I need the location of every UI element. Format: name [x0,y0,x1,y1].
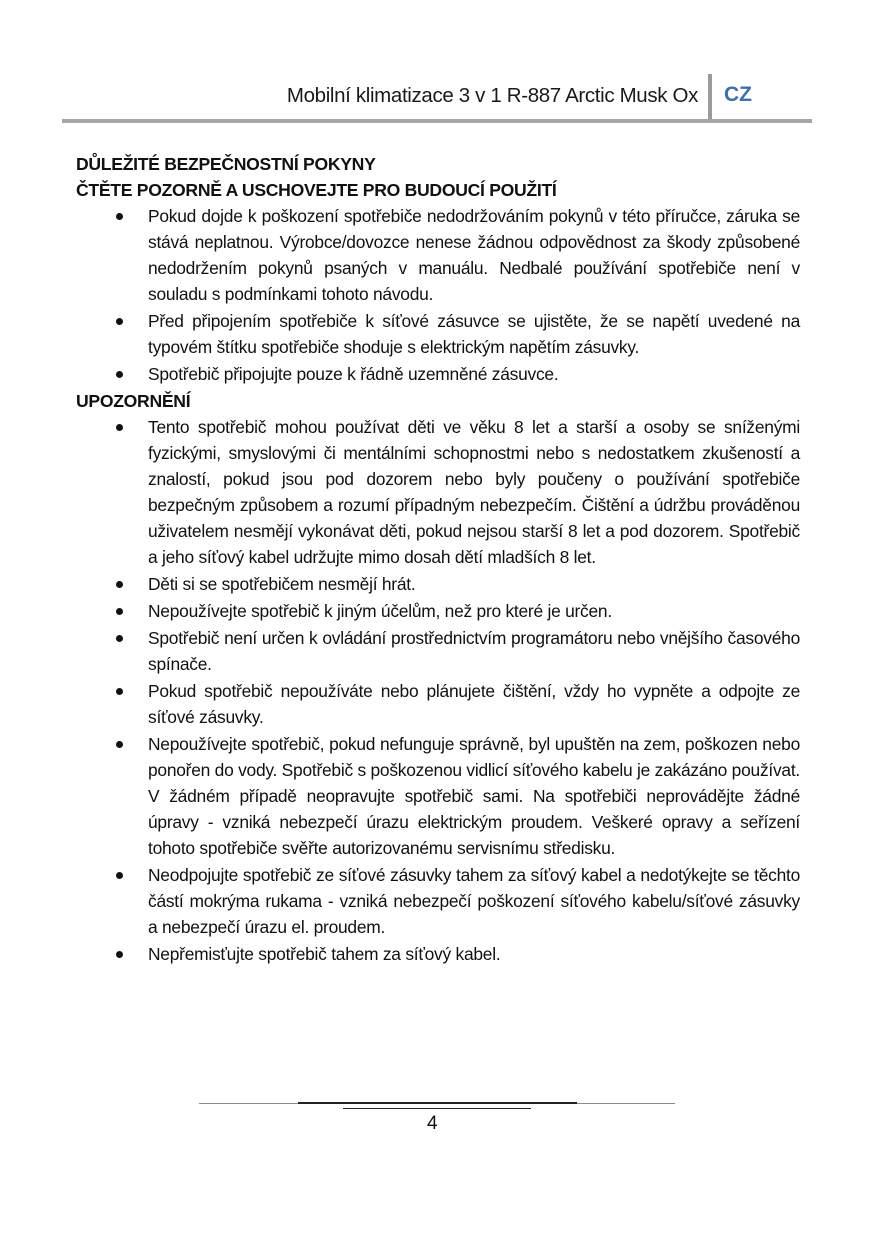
list-item-text: Nepoužívejte spotřebič k jiným účelům, než pro které je určen. [148,601,612,621]
list-item-text: Před připojením spotřebiče k síťové zásuvce se ujistěte, že se napětí uvedené na typovém štítku spotřebiče shoduje s elektrickým napětím zásuvky. [148,311,800,357]
bullet-icon [116,635,123,642]
bullet-icon [116,872,123,879]
list-item-text: Spotřebič připojujte pouze k řádně uzemněné zásuvce. [148,364,559,384]
list-item [76,678,800,730]
list-item [76,625,800,677]
bullet-icon [116,371,123,378]
bullet-icon [116,581,123,588]
bullet-icon [116,951,123,958]
list-item-text: Pokud spotřebič nepoužíváte nebo plánujete čištění, vždy ho vypněte a odpojte ze síťové zásuvky. [148,681,800,727]
section-heading: UPOZORNĚNÍ [76,391,191,411]
list-item-text: Neodpojujte spotřebič ze síťové zásuvky tahem za síťový kabel a nedotýkejte se těchto částí mokrýma rukama - vzniká nebezpečí poškození síťového kabelu/síťové zásuvky a nebezpečí úrazu el. proudem. [148,865,800,937]
language-badge: CZ [724,83,752,106]
section-heading: DŮLEŽITÉ BEZPEČNOSTNÍ POKYNY [76,154,376,174]
list-item-text: Děti si se spotřebičem nesmějí hrát. [148,574,416,594]
list-item [76,731,800,861]
footer-divider-short [343,1108,531,1109]
bullet-icon [116,608,123,615]
bullet-icon [116,213,123,220]
list-item [76,361,800,387]
page-content [76,151,800,968]
list-item [76,414,800,570]
page-number: 4 [427,1113,438,1134]
instruction-list [76,203,800,387]
list-item-text: Nepřemisťujte spotřebič tahem za síťový kabel. [148,944,501,964]
list-item [76,598,800,624]
bullet-icon [116,741,123,748]
list-item [76,308,800,360]
list-item-text: Pokud dojde k poškození spotřebiče nedodržováním pokynů v této příručce, záruka se stává neplatnou. Výrobce/dovozce nenese žádnou odpovědnost za škody způsobené nedodržením pokynů psaných v manuálu. Nedbalé používání spotřebiče není v souladu s podmínkami tohoto návodu. [148,206,800,304]
bullet-icon [116,318,123,325]
header-divider [62,119,812,123]
instruction-list [76,414,800,967]
list-item [76,941,800,967]
bullet-icon [116,688,123,695]
list-item [76,203,800,307]
list-item [76,862,800,940]
footer-divider-bold [298,1102,577,1104]
list-item-text: Tento spotřebič mohou používat děti ve věku 8 let a starší a osoby se sníženými fyzickými, smyslovými či mentálními schopnostmi nebo s nedostatkem zkušeností a znalostí, pokud jsou pod dozorem nebo byly poučeny o používání spotřebiče bezpečným způsobem a rozumí případným nebezpečím. Čištění a údržbu prováděnou uživatelem nesmějí vykonávat děti, pokud nejsou starší 8 let a pod dozorem. Spotřebič a jeho síťový kabel udržujte mimo dosah dětí mladších 8 let. [148,417,800,567]
document-title: Mobilní klimatizace 3 v 1 R-887 Arctic Musk Ox [286,84,698,107]
header-separator [708,74,712,120]
section-heading: ČTĚTE POZORNĚ A USCHOVEJTE PRO BUDOUCÍ POUŽITÍ [76,180,557,200]
list-item-text: Spotřebič není určen k ovládání prostřednictvím programátoru nebo vnějšího časového spínače. [148,628,800,674]
list-item-text: Nepoužívejte spotřebič, pokud nefunguje správně, byl upuštěn na zem, poškozen nebo ponořen do vody. Spotřebič s poškozenou vidlicí síťového kabelu je zakázáno používat. V žádném případě neopravujte spotřebič sami. Na spotřebiči neprovádějte žádné úpravy - vzniká nebezpečí úrazu elektrickým proudem. Veškeré opravy a seřízení tohoto spotřebiče svěřte autorizovanému servisnímu středisku. [148,734,801,858]
bullet-icon [116,424,123,431]
list-item [76,571,800,597]
